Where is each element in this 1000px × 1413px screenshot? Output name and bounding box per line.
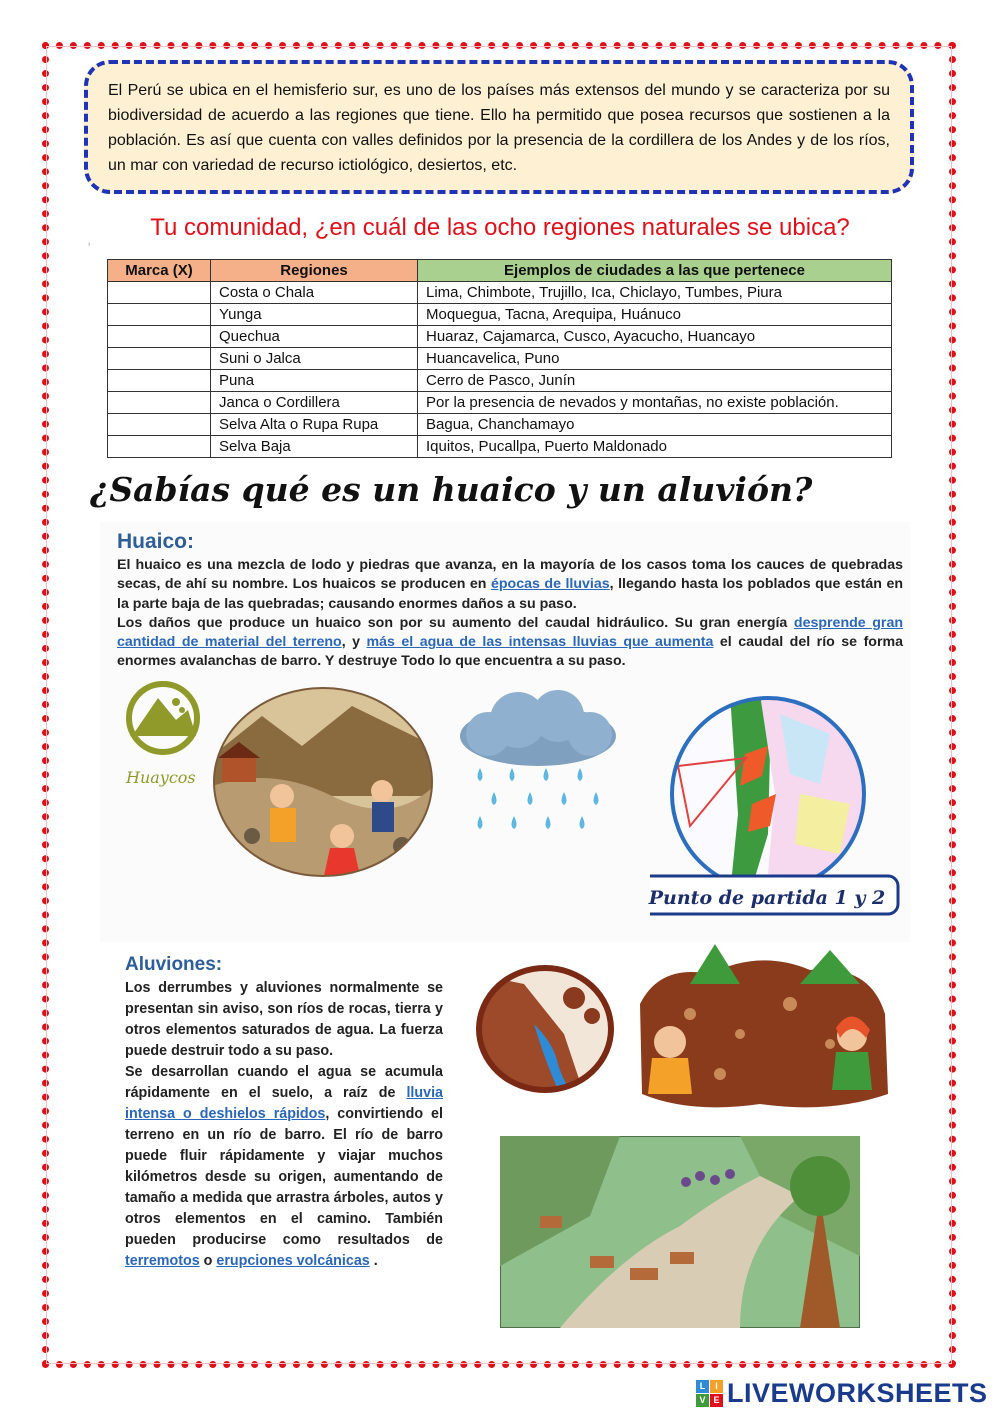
table-header-row [108, 260, 892, 282]
examples-cell: Bagua, Chanchamayo [418, 414, 892, 436]
logo-text: LIVEWORKSHEETS [727, 1377, 988, 1408]
mark-cell[interactable] [108, 326, 211, 348]
huaico-text-part: el caudal del río se forma enormes avalanchas de barro. Y destruye Todo lo que encuentra a su paso. [117, 634, 903, 670]
intro-box [84, 60, 914, 194]
huaico-text-part: El huaico es una mezcla de lodo y piedras que avanza, en la mayoría de los casos toma los cauces de quebradas secas, de ahí su nombre. Los huaicos se producen en [117, 557, 903, 593]
logo-mark [696, 1380, 723, 1407]
aluvion-text-part: o [199, 1253, 217, 1269]
table-row [108, 392, 892, 414]
header-examples: Ejemplos de ciudades a las que pertenece [418, 260, 892, 282]
aluvion-text-part: , convirtiendo el terreno en un río de barro. El río de barro puede fluir rápidamente y viajar muchos kilómetros desde su origen, aumentando de tamaño a medida que arrastra árboles, autos y otros elementos en el camino. También pueden producirse como resultados de [125, 1106, 443, 1248]
mark-cell[interactable] [108, 304, 211, 326]
region-cell: Yunga [211, 304, 418, 326]
examples-cell: Huancavelica, Puno [418, 348, 892, 370]
logo-letter: E [710, 1394, 723, 1407]
table-row [108, 326, 892, 348]
aluvion-link-terremotos[interactable]: terremotos [125, 1253, 200, 1269]
mark-cell[interactable] [108, 392, 211, 414]
region-cell: Costa o Chala [211, 282, 418, 304]
table-row [108, 414, 892, 436]
mark-cell[interactable] [108, 414, 211, 436]
examples-cell: Huaraz, Cajamarca, Cusco, Ayacucho, Huancayo [418, 326, 892, 348]
region-cell: Quechua [211, 326, 418, 348]
header-mark: Marca (X) [108, 260, 211, 282]
region-cell: Suni o Jalca [211, 348, 418, 370]
region-cell: Janca o Cordillera [211, 392, 418, 414]
examples-cell: Moquegua, Tacna, Arequipa, Huánuco [418, 304, 892, 326]
huaycos-mountain-icon [118, 680, 213, 790]
table-row [108, 304, 892, 326]
huaico-link-agua[interactable]: más el agua de las intensas lluvias que aumenta [366, 634, 714, 651]
aluvion-text-part: Los derrumbes y aluviones normalmente se presentan sin aviso, son ríos de rocas, tierra y otros elementos saturados de agua. La fuerza puede destruir todo a su paso. [125, 980, 443, 1059]
region-cell: Puna [211, 370, 418, 392]
header-regions: Regiones [211, 260, 418, 282]
region-cell: Selva Alta o Rupa Rupa [211, 414, 418, 436]
aluvion-text-part: . [369, 1253, 378, 1269]
intro-text: El Perú se ubica en el hemisferio sur, es uno de los países más extensos del mundo y se caracteriza por su biodiversidad de acuerdo a las regiones que tiene. Ello ha permitido que posea recursos que sostienen a la población. Es así que cuenta con valles definidos por la presencia de la cordillera de los Andes y de los ríos, un mar con variedad de recurso ictiológico, desiertos, etc. [108, 82, 890, 174]
table-row [108, 282, 892, 304]
table-row [108, 370, 892, 392]
examples-cell: Lima, Chimbote, Trujillo, Ica, Chiclayo, Tumbes, Piura [418, 282, 892, 304]
logo-letter: I [710, 1380, 723, 1393]
mark-cell[interactable] [108, 436, 211, 458]
huaycos-label: Huaycos [126, 768, 196, 787]
section-title: ¿Sabías qué es un huaico y un aluvión? [90, 470, 813, 509]
mark-cell[interactable] [108, 348, 211, 370]
logo-letter: L [696, 1380, 709, 1393]
aluvion-link-lluvia[interactable]: lluvia intensa o deshielos rápidos [125, 1085, 443, 1122]
huaico-text-part: Los daños que produce un huaico son por su aumento del caudal hidráulico. Su gran energía [117, 614, 794, 631]
regions-table [107, 259, 892, 458]
punto-de-partida-badge: Punto de partida 1 y 2 [648, 887, 886, 909]
aluvion-valley-illustration [500, 1136, 860, 1328]
rain-cloud-icon [458, 688, 618, 838]
examples-cell: Iquitos, Pucallpa, Puerto Maldonado [418, 436, 892, 458]
huaico-link-lluvias[interactable]: épocas de lluvias [490, 576, 610, 593]
huaico-scene-illustration [212, 686, 434, 878]
aluvion-heading: Aluviones: [125, 954, 223, 975]
aluvion-text-part: Se desarrollan cuando el agua se acumula rápidamente en el suelo, a raíz de [125, 1064, 443, 1101]
examples-cell: Por la presencia de nevados y montañas, no existe población. [418, 392, 892, 414]
region-cell: Selva Baja [211, 436, 418, 458]
aluvion-text [125, 978, 443, 1272]
table-row [108, 348, 892, 370]
tiny-mark: ³ [88, 243, 90, 249]
aluvion-link-erupciones[interactable]: erupciones volcánicas [216, 1253, 370, 1269]
huaico-text [117, 556, 903, 672]
aluvion-kids-illustration [630, 944, 892, 1116]
huaico-heading: Huaico: [117, 530, 195, 553]
logo-letter: V [696, 1394, 709, 1407]
huaico-text-part: , y [341, 634, 367, 651]
question-heading: Tu comunidad, ¿en cuál de las ocho regiones naturales se ubica? [150, 214, 850, 241]
landslide-icon [474, 964, 616, 1094]
huaico-text-part: , llegando hasta los poblados que están en la parte baja de las quebradas; causando enormes daños a su paso. [117, 576, 904, 612]
huaico-link-material[interactable]: desprende gran cantidad de material del terreno [117, 614, 904, 651]
table-row [108, 436, 892, 458]
liveworksheets-logo [696, 1378, 988, 1408]
mark-cell[interactable] [108, 282, 211, 304]
examples-cell: Cerro de Pasco, Junín [418, 370, 892, 392]
mark-cell[interactable] [108, 370, 211, 392]
